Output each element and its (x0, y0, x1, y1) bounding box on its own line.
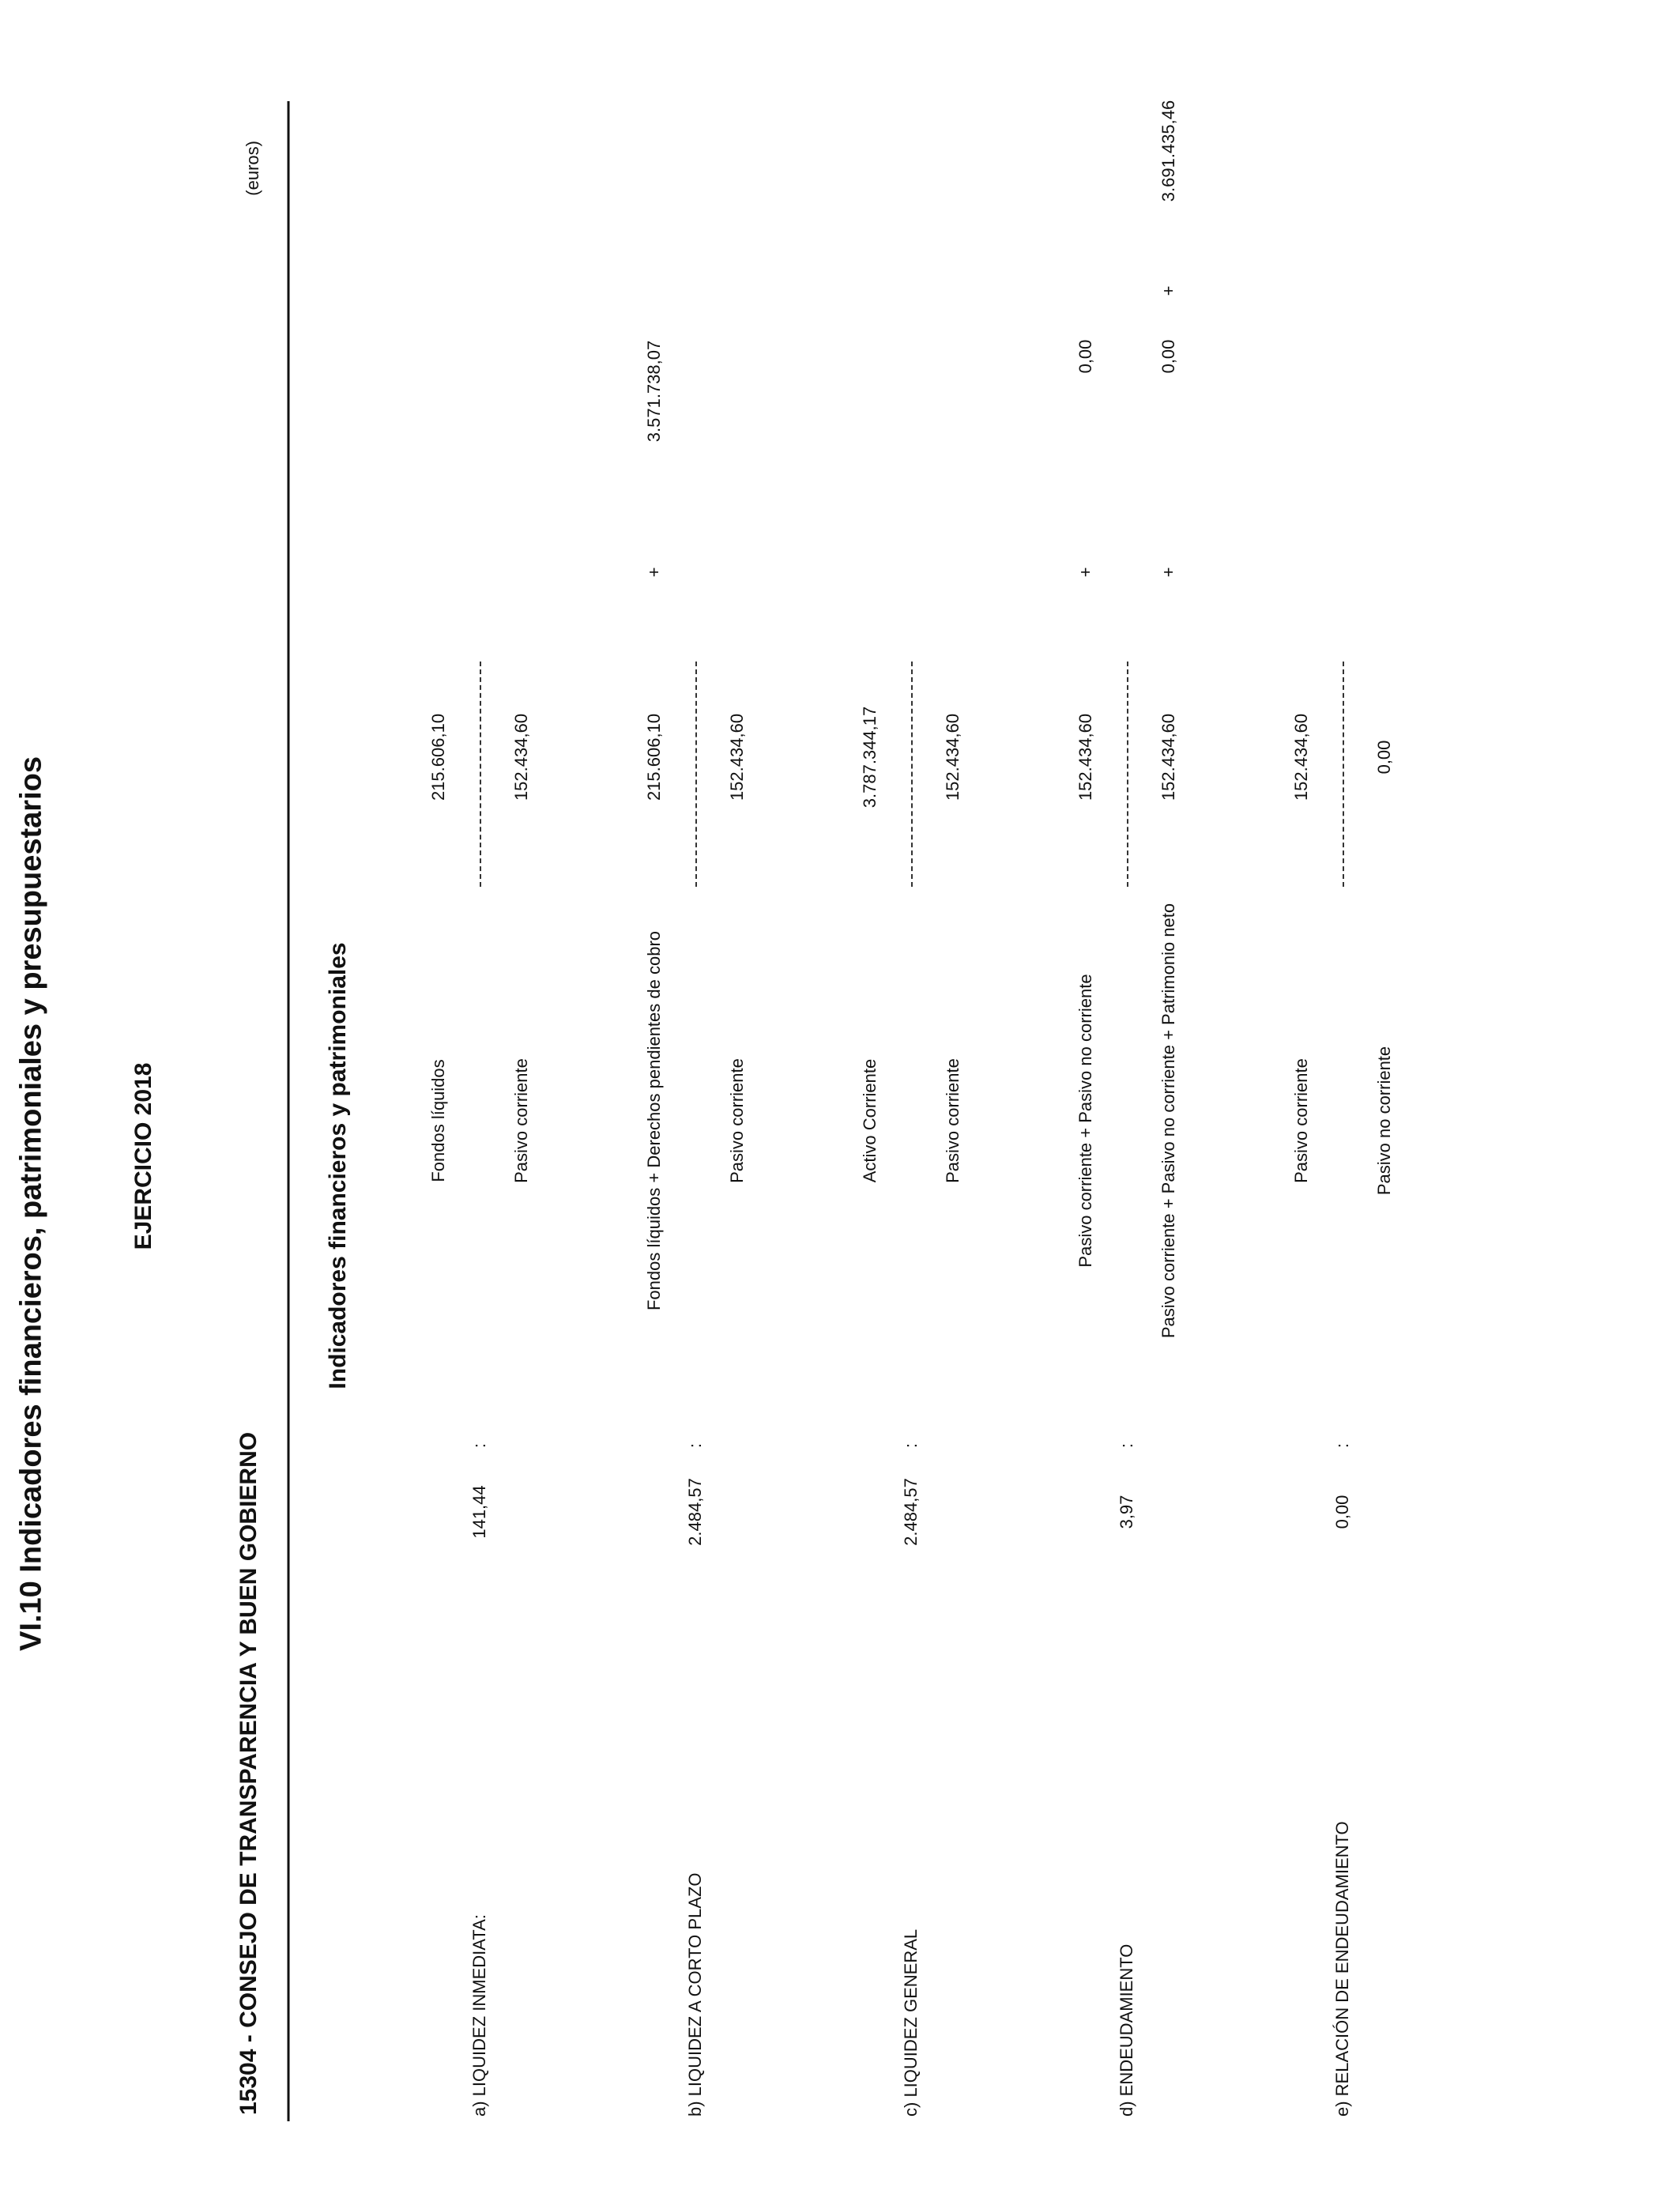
denominator-plus-d-2: + (1158, 285, 1178, 296)
numerator-value-c-1: 3.787.344,17 (860, 706, 880, 809)
indicator-colon-c: : (901, 1442, 921, 1449)
indicator-label-d: d) ENDEUDAMIENTO (1117, 1943, 1136, 2117)
units-note: (euros) (243, 141, 262, 196)
indicator-colon-a: : (469, 1442, 489, 1449)
fraction-bar-c (911, 662, 913, 887)
numerator-value-d-1: 152.434,60 (1075, 713, 1095, 801)
denominator-value-b-1: 152.434,60 (727, 713, 747, 801)
indicator-colon-e: : (1332, 1442, 1352, 1449)
indicator-label-b: b) LIQUIDEZ A CORTO PLAZO (685, 1872, 705, 2117)
denominator-label-b: Pasivo corriente (727, 1058, 747, 1183)
numerator-label-d: Pasivo corriente + Pasivo no corriente (1075, 974, 1095, 1268)
numerator-value-d-2: 0,00 (1075, 339, 1095, 374)
numerator-value-b-2: 3.571.738,07 (644, 340, 664, 443)
indicator-result-e: 0,00 (1332, 1495, 1352, 1529)
exercise-year: EJERCICIO 2018 (130, 1062, 156, 1250)
numerator-value-e-1: 152.434,60 (1291, 713, 1311, 801)
numerator-value-a-1: 215.606,10 (428, 713, 448, 801)
indicator-colon-b: : (685, 1442, 705, 1449)
indicator-label-c: c) LIQUIDEZ GENERAL (901, 1928, 921, 2117)
numerator-label-e: Pasivo corriente (1291, 1058, 1311, 1183)
numerator-label-c: Activo Corriente (860, 1058, 880, 1183)
entity-name: 15304 - CONSEJO DE TRANSPARENCIA Y BUEN GOBIERNO (235, 1431, 262, 2115)
header-rule (288, 101, 290, 2121)
numerator-plus-d: + (1075, 567, 1095, 578)
denominator-value-d-3: 3.691.435,46 (1158, 100, 1178, 202)
fraction-bar-e (1343, 662, 1344, 887)
indicator-result-b: 2.484,57 (685, 1478, 705, 1546)
fraction-bar-b (695, 662, 697, 887)
report-title: VI.10 Indicadores financieros, patrimoniales y presupuestarios (14, 756, 48, 1651)
denominator-plus-d-1: + (1158, 567, 1178, 578)
denominator-value-e-1: 0,00 (1374, 740, 1394, 775)
numerator-value-b-1: 215.606,10 (644, 713, 664, 801)
denominator-value-c-1: 152.434,60 (943, 713, 962, 801)
indicator-label-a: a) LIQUIDEZ INMEDIATA: (469, 1914, 489, 2117)
denominator-label-d: Pasivo corriente + Pasivo no corriente + Patrimonio neto (1158, 903, 1178, 1339)
section-title: Indicadores financieros y patrimoniales (325, 942, 351, 1389)
denominator-label-e: Pasivo no corriente (1374, 1046, 1394, 1196)
fraction-bar-d (1127, 662, 1128, 887)
indicator-result-a: 141,44 (469, 1485, 489, 1539)
denominator-value-d-2: 0,00 (1158, 339, 1178, 374)
denominator-label-c: Pasivo corriente (943, 1058, 962, 1183)
indicator-colon-d: : (1117, 1442, 1136, 1449)
numerator-plus-b: + (644, 567, 664, 578)
denominator-value-a-1: 152.434,60 (511, 713, 531, 801)
indicator-result-d: 3,97 (1117, 1495, 1136, 1529)
numerator-label-b: Fondos líquidos + Derechos pendientes de cobro (644, 930, 664, 1311)
fraction-bar-a (480, 662, 481, 887)
denominator-value-d-1: 152.434,60 (1158, 713, 1178, 801)
indicator-label-e: e) RELACIÓN DE ENDEUDAMIENTO (1332, 1821, 1352, 2117)
denominator-label-a: Pasivo corriente (511, 1058, 531, 1183)
indicator-result-c: 2.484,57 (901, 1478, 921, 1546)
numerator-label-a: Fondos líquidos (428, 1059, 448, 1182)
